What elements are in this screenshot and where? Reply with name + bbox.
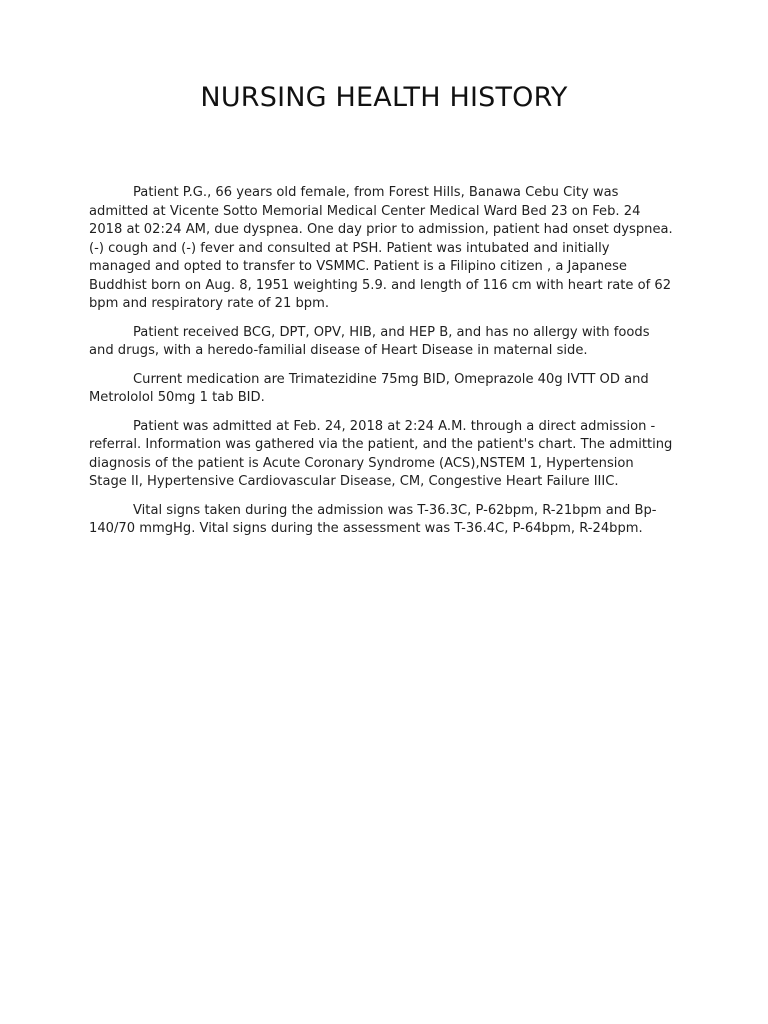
paragraph-current-medication: Current medication are Trimatezidine 75mg BID, Omeprazole 40g IVTT OD and Metrololol 50mg 1 tab BID.	[89, 371, 649, 405]
paragraph-vital-signs: Vital signs taken during the admission was T-36.3C, P-62bpm, R-21bpm and Bp-140/70 mmgHg. Vital signs during the assessment was T-36.4C, P-64bpm, R-24bpm.	[89, 502, 657, 536]
document-body	[89, 184, 674, 549]
paragraph-admitting-diagnosis: Patient was admitted at Feb. 24, 2018 at 2:24 A.M. through a direct admission - referral. Information was gathered via the patient, and the patient's chart. The admitting diagnosis of the patient is Acute Coronary Syndrome (ACS),NSTEM 1, Hypertension Stage II, Hypertensive Cardiovascular Disease, CM, Congestive Heart Failure IIIC.	[89, 418, 673, 489]
paragraph-immunization-allergy: Patient received BCG, DPT, OPV, HIB, and HEP B, and has no allergy with foods and drugs, with a heredo-familial disease of Heart Disease in maternal side.	[89, 324, 650, 358]
paragraph-admission-history: Patient P.G., 66 years old female, from Forest Hills, Banawa Cebu City was admitted at Vicente Sotto Memorial Medical Center Medical Ward Bed 23 on Feb. 24 2018 at 02:24 AM, due dyspnea. One day prior to admission, patient had onset dyspnea.(-) cough and (-) fever and consulted at PSH. Patient was intubated and initially managed and opted to transfer to VSMMC. Patient is a Filipino citizen , a Japanese Buddhist born on Aug. 8, 1951 weighting 5.9. and length of 116 cm with heart rate of 62 bpm and respiratory rate of 21 bpm.	[89, 185, 673, 311]
document-title: NURSING HEALTH HISTORY	[200, 82, 568, 113]
